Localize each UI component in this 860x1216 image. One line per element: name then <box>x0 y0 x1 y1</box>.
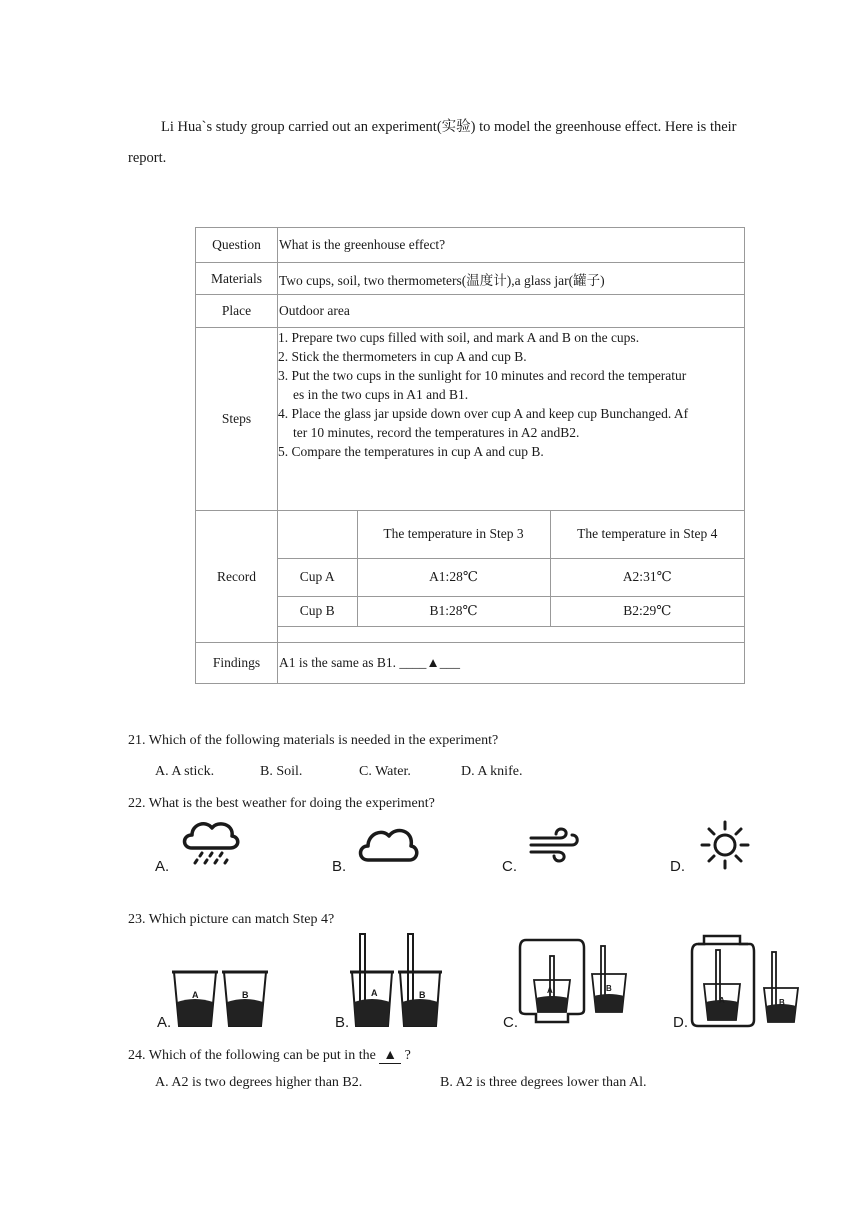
q21-option-c: C. Water. <box>359 764 411 779</box>
question-row <box>196 228 745 263</box>
record-spacer-cell <box>550 626 744 642</box>
steps-label: Steps <box>196 328 278 511</box>
materials-text: Two cups, soil, two thermometers(温度计),a glass jar(罐子) <box>278 263 745 295</box>
record-a2-value: A2:31℃ <box>550 558 744 596</box>
materials-label: Materials <box>196 263 278 295</box>
q23-letter-b: B. <box>335 1014 350 1031</box>
q22-letter-b: B. <box>332 858 347 875</box>
record-header-empty <box>278 511 357 558</box>
q21-option-d: D. A knife. <box>461 764 523 779</box>
cup-label-b: B <box>419 990 426 1000</box>
jar-upright-picture <box>688 932 804 1030</box>
wind-icon <box>528 826 580 864</box>
steps-row <box>196 328 745 511</box>
q21-option-b: B. Soil. <box>260 764 303 779</box>
record-header-row <box>278 511 744 558</box>
record-cup-a-label: Cup A <box>278 558 357 596</box>
steps-list <box>278 328 745 511</box>
place-row <box>196 295 745 328</box>
record-cell <box>278 511 745 643</box>
cup-label-a: A <box>719 996 725 1005</box>
jar-upside-down-picture <box>516 936 632 1030</box>
record-header-step3: The temperature in Step 3 <box>357 511 550 558</box>
step-line: 4. Place the glass jar upside down over cup A and keep cup Bunchanged. Af <box>278 406 689 421</box>
q22-letter-c: C. <box>502 858 517 875</box>
q23-letter-c: C. <box>503 1014 518 1031</box>
step-line: es in the two cups in A1 and B1. <box>293 387 469 402</box>
record-row-cup-b <box>278 596 744 626</box>
step-line: 5. Compare the temperatures in cup A and cup B. <box>278 444 544 459</box>
cups-with-thermometers-picture <box>348 930 448 1030</box>
record-row <box>196 511 745 643</box>
question-label: Question <box>196 228 278 263</box>
q23-letter-d: D. <box>673 1014 688 1031</box>
cup-label-a: A <box>192 990 199 1000</box>
record-b2-value: B2:29℃ <box>550 596 744 626</box>
materials-row <box>196 263 745 295</box>
record-a1-value: A1:28℃ <box>357 558 550 596</box>
question-text: What is the greenhouse effect? <box>278 228 745 263</box>
findings-label: Findings <box>196 643 278 684</box>
q22-letter-a: A. <box>155 858 170 875</box>
cups-no-thermometer-picture <box>170 968 274 1030</box>
step-line: 2. Stick the thermometers in cup A and cup B. <box>278 349 527 364</box>
q21-option-a: A. A stick. <box>155 764 215 779</box>
record-spacer-row <box>278 626 744 642</box>
record-spacer-cell <box>278 626 357 642</box>
question-23: 23. Which picture can match Step 4? <box>128 912 335 927</box>
record-b1-value: B1:28℃ <box>357 596 550 626</box>
step-line: 3. Put the two cups in the sunlight for 10 minutes and record the temperatur <box>278 368 687 383</box>
record-cup-b-label: Cup B <box>278 596 357 626</box>
record-row-cup-a <box>278 558 744 596</box>
place-text: Outdoor area <box>278 295 745 328</box>
q24-option-b: B. A2 is three degrees lower than Al. <box>440 1075 647 1090</box>
question-24 <box>128 1048 411 1064</box>
sun-icon <box>700 820 750 870</box>
q24-option-a: A. A2 is two degrees higher than B2. <box>155 1075 363 1090</box>
question-22: 22. What is the best weather for doing the experiment? <box>128 796 435 811</box>
record-label: Record <box>196 511 278 643</box>
cup-label-b: B <box>242 990 249 1000</box>
findings-text: A1 is the same as B1. ____▲___ <box>278 643 745 684</box>
rain-cloud-icon <box>180 818 242 868</box>
record-table <box>278 511 744 642</box>
intro-paragraph <box>128 112 738 174</box>
step-line: ter 10 minutes, record the temperatures in A2 andB2. <box>293 425 580 440</box>
findings-row <box>196 643 745 684</box>
cup-label-a: A <box>547 986 553 995</box>
q22-letter-d: D. <box>670 858 685 875</box>
step-line: 1. Prepare two cups filled with soil, and mark A and B on the cups. <box>278 330 640 345</box>
report-table <box>195 227 745 684</box>
q24-question-mark: ? <box>404 1048 411 1063</box>
cloud-icon <box>356 822 420 866</box>
intro-text: Li Hua`s study group carried out an experiment(实验) to model the greenhouse effect. Here is their report. <box>128 119 737 166</box>
place-label: Place <box>196 295 278 328</box>
record-header-step4: The temperature in Step 4 <box>550 511 744 558</box>
question-21: 21. Which of the following materials is needed in the experiment? <box>128 733 499 748</box>
cup-label-b: B <box>779 998 785 1007</box>
cup-label-a: A <box>371 988 378 998</box>
q23-letter-a: A. <box>157 1014 172 1031</box>
cup-label-b: B <box>606 984 612 993</box>
q24-text: 24. Which of the following can be put in the <box>128 1048 376 1063</box>
q24-blank: ▲ <box>379 1049 401 1064</box>
record-spacer-cell <box>357 626 550 642</box>
